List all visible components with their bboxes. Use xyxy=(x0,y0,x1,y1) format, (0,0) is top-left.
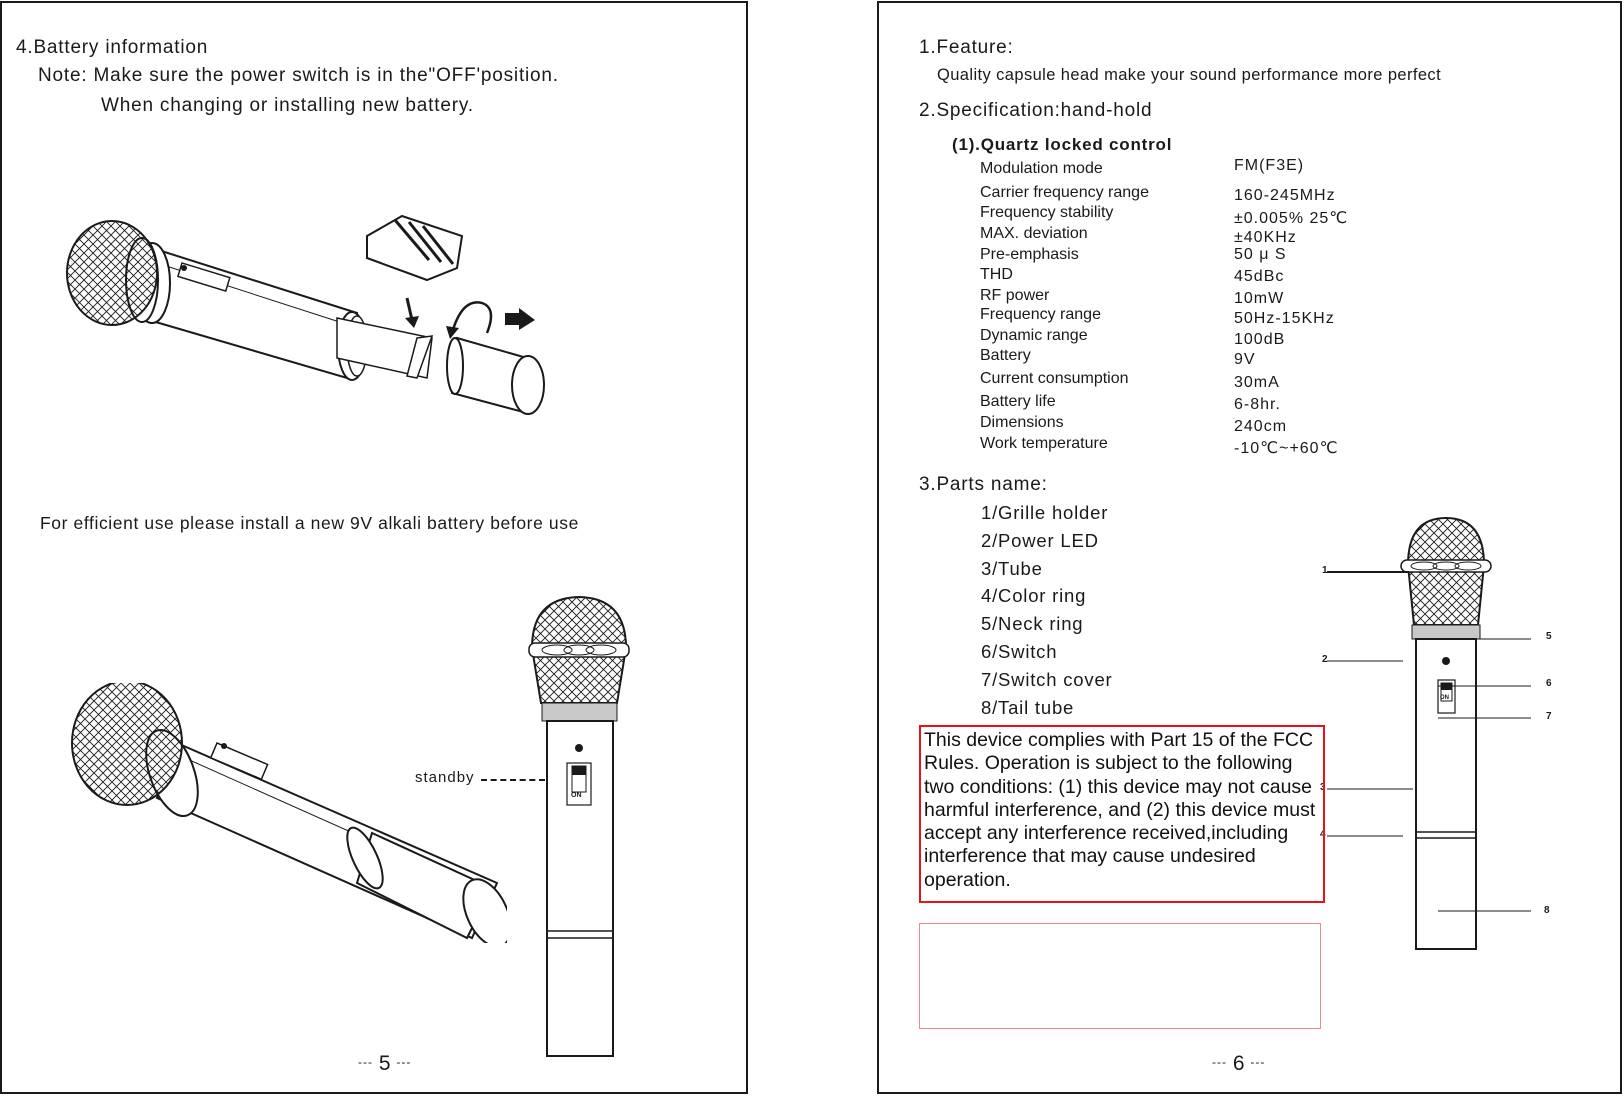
standby-leader-line xyxy=(481,779,545,781)
manual-page-6 xyxy=(877,1,1622,1094)
callout-3: 3 xyxy=(1320,782,1326,793)
spec-label: Frequency range xyxy=(980,306,1101,323)
empty-notice-box xyxy=(919,923,1321,1029)
feature-text: Quality capsule head make your sound performance more perfect xyxy=(937,66,1442,84)
spec-value: 6-8hr. xyxy=(1234,396,1281,413)
callout-2: 2 xyxy=(1322,654,1328,665)
spec-label: Pre-emphasis xyxy=(980,246,1079,263)
part-name: 1/Grille holder xyxy=(981,502,1109,523)
spec-label: Current consumption xyxy=(980,370,1129,387)
parts-switch-on-label: ON xyxy=(1440,695,1449,701)
spec-label: Dynamic range xyxy=(980,327,1088,344)
spec-label: THD xyxy=(980,266,1013,283)
callout-leader-lines xyxy=(1309,558,1569,918)
fcc-compliance-notice: This device complies with Part 15 of the FCC Rules. Operation is subject to the following two conditions: (1) this device may not cause harmful interference, and (2) this device must accept any interference received,including interference that may cause undesired operation. xyxy=(919,725,1325,903)
spec-label: Battery xyxy=(980,347,1031,364)
spec-subtitle: (1).Quartz locked control xyxy=(952,135,1173,154)
battery-note-line2: When changing or installing new battery. xyxy=(101,95,474,116)
spec-value: ±40KHz xyxy=(1234,229,1297,246)
part-name: 2/Power LED xyxy=(981,530,1099,551)
manual-page-5 xyxy=(0,1,748,1094)
upright-microphone-illustration xyxy=(527,593,637,1068)
part-name: 4/Color ring xyxy=(981,585,1087,606)
spec-value: 160-245MHz xyxy=(1234,187,1336,204)
feature-title: 1.Feature: xyxy=(919,37,1014,58)
spec-label: Frequency stability xyxy=(980,204,1114,221)
spec-value: 30mA xyxy=(1234,374,1280,391)
callout-5: 5 xyxy=(1546,631,1552,642)
part-name: 3/Tube xyxy=(981,558,1043,579)
page-number-6: --- 6 --- xyxy=(1212,1052,1266,1075)
spec-value: ±0.005% 25℃ xyxy=(1234,210,1349,227)
spec-value: 50Hz-15KHz xyxy=(1234,310,1335,327)
switch-on-label: ON xyxy=(571,792,582,799)
angled-microphone-illustration xyxy=(67,683,507,943)
part-name: 8/Tail tube xyxy=(981,697,1075,718)
spec-label: Battery life xyxy=(980,393,1056,410)
callout-8: 8 xyxy=(1544,905,1550,916)
standby-label: standby xyxy=(415,769,475,786)
callout-7: 7 xyxy=(1546,711,1552,722)
spec-value: 100dB xyxy=(1234,331,1286,348)
part-name: 6/Switch xyxy=(981,641,1058,662)
spec-label: MAX. deviation xyxy=(980,225,1088,242)
spec-label: RF power xyxy=(980,287,1050,304)
part-name: 7/Switch cover xyxy=(981,669,1113,690)
spec-value: -10℃~+60℃ xyxy=(1234,440,1339,457)
spec-label: Dimensions xyxy=(980,414,1064,431)
battery-install-illustration xyxy=(57,208,577,433)
spec-value: 10mW xyxy=(1234,290,1285,307)
spec-label: Work temperature xyxy=(980,435,1108,452)
spec-value: 45dBc xyxy=(1234,268,1285,285)
callout-1: 1 xyxy=(1322,565,1328,576)
spec-value: FM(F3E) xyxy=(1234,157,1305,174)
page-number-5: --- 5 --- xyxy=(358,1052,412,1075)
spec-value: 9V xyxy=(1234,351,1256,368)
part-name: 5/Neck ring xyxy=(981,613,1084,634)
callout-4: 4 xyxy=(1320,829,1326,840)
specification-title: 2.Specification:hand-hold xyxy=(919,100,1153,121)
callout-6: 6 xyxy=(1546,678,1552,689)
battery-note-line1: Note: Make sure the power switch is in the"OFF'position. xyxy=(38,65,559,86)
parts-title: 3.Parts name: xyxy=(919,474,1048,495)
battery-section-title: 4.Battery information xyxy=(16,37,209,58)
spec-value: 240cm xyxy=(1234,418,1288,435)
spec-label: Carrier frequency range xyxy=(980,184,1149,201)
battery-advice-text: For efficient use please install a new 9V alkali battery before use xyxy=(40,513,579,533)
spec-label: Modulation mode xyxy=(980,160,1103,177)
spec-value: 50 μ S xyxy=(1234,246,1287,263)
